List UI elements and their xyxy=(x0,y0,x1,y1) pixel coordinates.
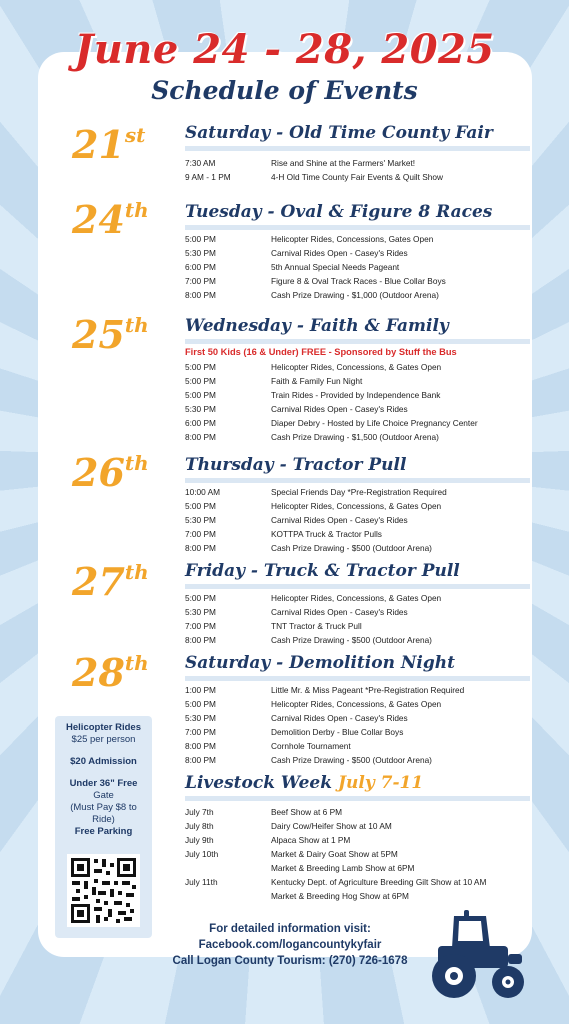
event-row xyxy=(185,889,530,903)
event-row xyxy=(185,288,530,302)
day-number: 24th xyxy=(72,197,149,242)
event-row xyxy=(185,156,530,170)
event-name: Cornhole Tournament xyxy=(271,741,351,751)
event-time: 5:30 PM xyxy=(185,607,216,617)
day-heading: Wednesday - Faith & Family xyxy=(185,316,530,344)
event-row xyxy=(185,619,530,633)
event-time: 5:00 PM xyxy=(185,234,216,244)
footer-visit-text: For detailed information visit: xyxy=(209,923,371,935)
event-time: July 7th xyxy=(185,807,214,817)
event-time: 5:00 PM xyxy=(185,362,216,372)
tractor-icon xyxy=(424,908,532,1000)
event-time: 7:00 PM xyxy=(185,529,216,539)
under-36-line3: (Must Pay $8 to xyxy=(70,802,137,813)
event-name: Faith & Family Fun Night xyxy=(271,376,363,386)
helicopter-title: Helicopter Rides xyxy=(66,722,141,733)
event-time: 5:00 PM xyxy=(185,593,216,603)
event-time: 7:00 PM xyxy=(185,727,216,737)
livestock-dates: July 7-11 xyxy=(337,773,424,793)
event-time: 6:00 PM xyxy=(185,418,216,428)
livestock-heading: Livestock Week July 7-11 xyxy=(185,773,530,801)
event-time: 8:00 PM xyxy=(185,755,216,765)
event-row xyxy=(185,360,530,374)
event-name: Little Mr. & Miss Pageant *Pre-Registration Required xyxy=(271,685,465,695)
event-row xyxy=(185,739,530,753)
event-row xyxy=(185,833,530,847)
event-row xyxy=(185,374,530,388)
event-row xyxy=(185,875,530,889)
event-name: Carnival Rides Open - Casey's Rides xyxy=(271,248,408,258)
event-name: Dairy Cow/Heifer Show at 10 AM xyxy=(271,821,392,831)
under-36-line1: Under 36" Free xyxy=(69,778,138,789)
event-name: Special Friends Day *Pre-Registration Required xyxy=(271,487,447,497)
info-sidebar xyxy=(55,716,152,938)
event-row xyxy=(185,725,530,739)
event-time: 8:00 PM xyxy=(185,635,216,645)
event-name: Figure 8 & Oval Track Races - Blue Collar Boys xyxy=(271,276,446,286)
event-row xyxy=(185,430,530,444)
event-time: July 8th xyxy=(185,821,214,831)
event-row xyxy=(185,499,530,513)
event-time: 7:00 PM xyxy=(185,621,216,631)
event-row xyxy=(185,591,530,605)
event-name: 5th Annual Special Needs Pageant xyxy=(271,262,400,272)
event-time: 9 AM - 1 PM xyxy=(185,172,231,182)
helicopter-price: $25 per person xyxy=(71,734,136,745)
event-name: Carnival Rides Open - Casey's Rides xyxy=(271,713,408,723)
admission-text: $20 Admission xyxy=(70,756,137,767)
event-list xyxy=(185,345,530,444)
event-row xyxy=(185,246,530,260)
event-name: Alpaca Show at 1 PM xyxy=(271,835,351,845)
event-row xyxy=(185,388,530,402)
event-list xyxy=(185,232,530,302)
event-row xyxy=(185,513,530,527)
event-name: Diaper Debry - Hosted by Life Choice Pregnancy Center xyxy=(271,418,478,428)
day-number: 26th xyxy=(72,450,149,495)
event-row xyxy=(185,711,530,725)
day-number: 28th xyxy=(72,650,149,695)
event-name: Carnival Rides Open - Casey's Rides xyxy=(271,515,408,525)
day-heading: Saturday - Old Time County Fair xyxy=(185,123,530,151)
day-heading: Thursday - Tractor Pull xyxy=(185,455,530,483)
event-time: 8:00 PM xyxy=(185,432,216,442)
event-name: Cash Prize Drawing - $1,500 (Outdoor Arena) xyxy=(271,432,439,442)
event-row xyxy=(185,527,530,541)
event-time: 5:00 PM xyxy=(185,699,216,709)
event-row xyxy=(185,805,530,819)
event-time: 1:00 PM xyxy=(185,685,216,695)
event-name: Market & Dairy Goat Show at 5PM xyxy=(271,849,398,859)
event-time: 5:30 PM xyxy=(185,515,216,525)
event-name: Market & Breeding Hog Show at 6PM xyxy=(271,891,409,901)
event-name: Cash Prize Drawing - $500 (Outdoor Arena) xyxy=(271,755,432,765)
event-row xyxy=(185,753,530,767)
day-number: 25th xyxy=(72,312,149,357)
event-row xyxy=(185,633,530,647)
event-name: Beef Show at 6 PM xyxy=(271,807,343,817)
event-name: Helicopter Rides, Concessions, Gates Open xyxy=(271,234,434,244)
under-36-line4: Ride) xyxy=(92,814,115,825)
event-list xyxy=(185,591,530,647)
event-name: Cash Prize Drawing - $500 (Outdoor Arena) xyxy=(271,635,432,645)
event-row xyxy=(185,605,530,619)
event-time: 5:00 PM xyxy=(185,501,216,511)
event-row xyxy=(185,819,530,833)
footer-facebook-link[interactable]: Facebook.com/logancountykyfair xyxy=(198,939,382,951)
event-row xyxy=(185,402,530,416)
event-time: 8:00 PM xyxy=(185,741,216,751)
event-row xyxy=(185,485,530,499)
event-name: Demolition Derby - Blue Collar Boys xyxy=(271,727,404,737)
event-time: 5:30 PM xyxy=(185,404,216,414)
event-time: 7:30 AM xyxy=(185,158,216,168)
event-row xyxy=(185,683,530,697)
event-time: 7:00 PM xyxy=(185,276,216,286)
event-name: Helicopter Rides, Concessions, & Gates Open xyxy=(271,593,442,603)
event-row xyxy=(185,541,530,555)
under-36-line2: Gate xyxy=(93,790,114,801)
notice-text: First 50 Kids (16 & Under) FREE - Sponsored by Stuff the Bus xyxy=(185,347,457,357)
day-heading: Saturday - Demolition Night xyxy=(185,653,530,681)
event-name: KOTTPA Truck & Tractor Pulls xyxy=(271,529,382,539)
event-name: 4-H Old Time County Fair Events & Quilt Show xyxy=(271,172,443,182)
parking-text: Free Parking xyxy=(74,826,133,837)
day-number: 21st xyxy=(72,122,146,167)
event-name: Carnival Rides Open - Casey's Rides xyxy=(271,404,408,414)
event-name: Kentucky Dept. of Agriculture Breeding Gilt Show at 10 AM xyxy=(271,877,487,887)
event-row xyxy=(185,847,530,861)
event-time: 5:00 PM xyxy=(185,390,216,400)
event-list xyxy=(185,156,530,184)
page-subtitle: Schedule of Events xyxy=(151,76,418,105)
event-time: 5:30 PM xyxy=(185,248,216,258)
event-time: July 11th xyxy=(185,877,218,887)
event-time: 5:00 PM xyxy=(185,376,216,386)
event-row xyxy=(185,260,530,274)
event-row xyxy=(185,232,530,246)
day-number: 27th xyxy=(72,559,149,604)
qr-code-icon[interactable] xyxy=(67,854,140,927)
event-name: Carnival Rides Open - Casey's Rides xyxy=(271,607,408,617)
event-time: 6:00 PM xyxy=(185,262,216,272)
event-row xyxy=(185,274,530,288)
event-time xyxy=(185,861,271,875)
event-row xyxy=(185,697,530,711)
event-time: 5:30 PM xyxy=(185,713,216,723)
livestock-list xyxy=(185,805,530,903)
event-row xyxy=(185,170,530,184)
day-heading: Friday - Truck & Tractor Pull xyxy=(185,561,530,589)
event-name: Helicopter Rides, Concessions, & Gates Open xyxy=(271,362,442,372)
event-row xyxy=(185,861,530,875)
event-name: Cash Prize Drawing - $500 (Outdoor Arena) xyxy=(271,543,432,553)
event-time: July 10th xyxy=(185,849,219,859)
event-name: Rise and Shine at the Farmers' Market! xyxy=(271,158,416,168)
event-list xyxy=(185,485,530,555)
event-time: 8:00 PM xyxy=(185,543,216,553)
footer-phone-text: Call Logan County Tourism: (270) 726-1678 xyxy=(172,955,408,967)
event-name: Helicopter Rides, Concessions, & Gates Open xyxy=(271,699,442,709)
event-name: Train Rides - Provided by Independence Bank xyxy=(271,390,441,400)
event-time: 8:00 PM xyxy=(185,290,216,300)
event-row xyxy=(185,416,530,430)
event-list xyxy=(185,683,530,767)
event-name: TNT Tractor & Truck Pull xyxy=(271,621,362,631)
event-time: 10:00 AM xyxy=(185,487,221,497)
page-title: June 24 - 28, 2025 xyxy=(74,26,495,73)
event-name: Cash Prize Drawing - $1,000 (Outdoor Arena) xyxy=(271,290,439,300)
event-name: Market & Breeding Lamb Show at 6PM xyxy=(271,863,415,873)
day-heading: Tuesday - Oval & Figure 8 Races xyxy=(185,202,530,230)
event-name: Helicopter Rides, Concessions, & Gates Open xyxy=(271,501,442,511)
event-time xyxy=(185,889,271,903)
event-time: July 9th xyxy=(185,835,214,845)
